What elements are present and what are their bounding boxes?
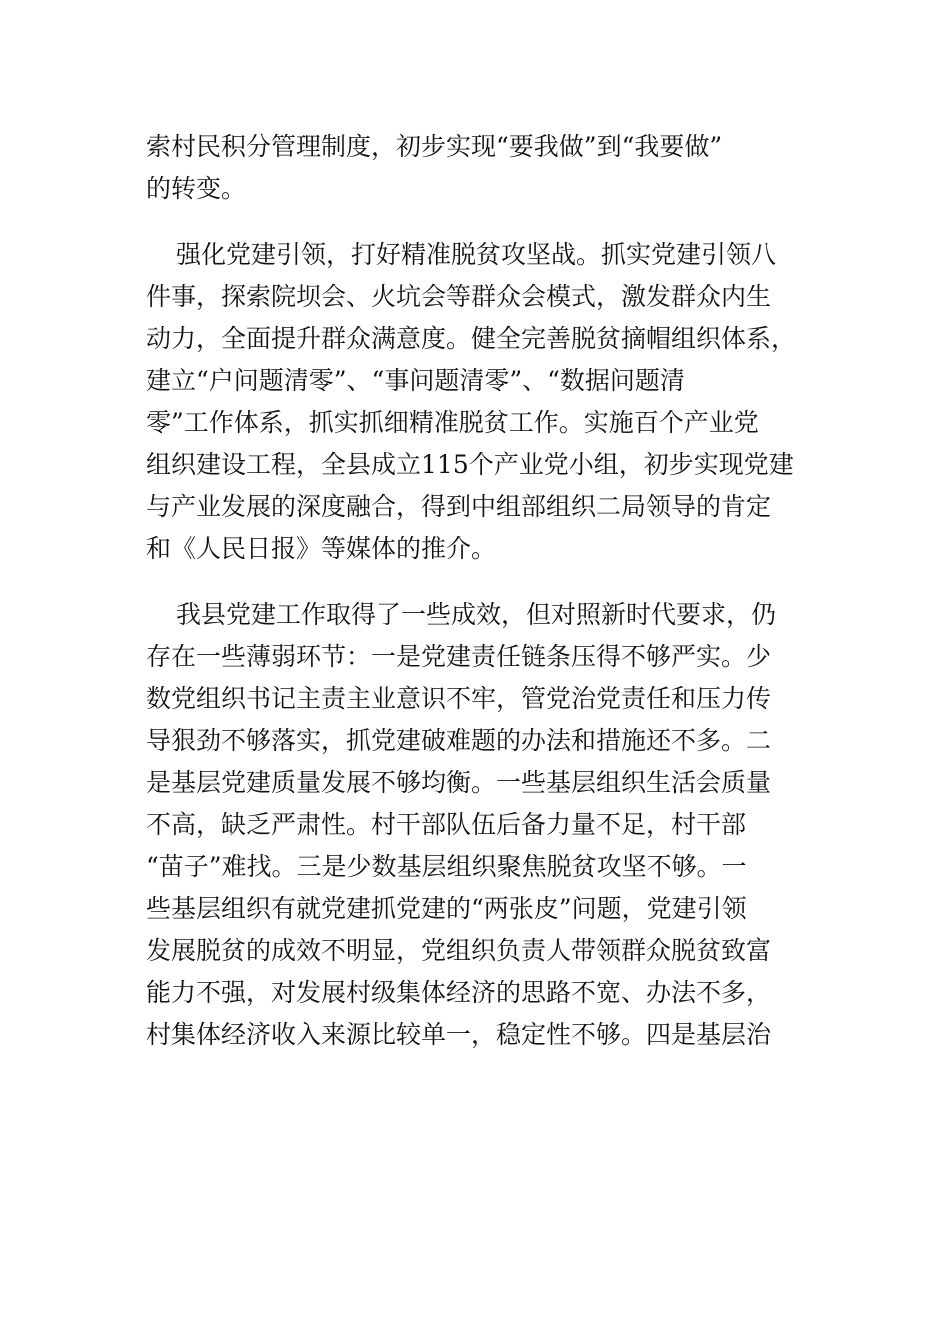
text-line: 和《人民日报》等媒体的推介。 — [146, 534, 497, 563]
text-line: 导狠劲不够落实，抓党建破难题的办法和措施还不多。二 — [146, 726, 772, 755]
text-line: 发展脱贫的成效不明显，党组织负责人带领群众脱贫致富 — [146, 936, 772, 965]
text-line: 不高，缺乏严肃性。村干部队伍后备力量不足，村干部 — [146, 810, 747, 839]
text-line: 能力不强，对发展村级集体经济的思路不宽、办法不多， — [146, 978, 772, 1007]
text-line: 村集体经济收入来源比较单一，稳定性不够。四是基层治 — [146, 1020, 772, 1049]
text-line: 我县党建工作取得了一些成效，但对照新时代要求，仍 — [176, 600, 777, 629]
text-line: 强化党建引领，打好精准脱贫攻坚战。抓实党建引领八 — [176, 240, 777, 269]
paragraph-1 — [146, 126, 810, 210]
text-line: 零”工作体系，抓实抓细精准脱贫工作。实施百个产业党 — [146, 408, 759, 437]
text-line: 建立“户问题清零”、“事问题清零”、“数据问题清 — [146, 366, 685, 395]
text-line: 的转变。 — [146, 174, 247, 203]
text-line: 索村民积分管理制度，初步实现“要我做”到“我要做” — [146, 132, 723, 161]
text-line: 与产业发展的深度融合，得到中组部组织二局领导的肯定 — [146, 492, 772, 521]
text-line: 数党组织书记主责主业意识不牢，管党治党责任和压力传 — [146, 684, 772, 713]
text-line: 存在一些薄弱环节：一是党建责任链条压得不够严实。少 — [146, 642, 772, 671]
text-line: 动力，全面提升群众满意度。健全完善脱贫摘帽组织体系， — [146, 324, 797, 353]
text-line: 件事，探索院坝会、火坑会等群众会模式，激发群众内生 — [146, 282, 772, 311]
text-line: “苗子”难找。三是少数基层组织聚焦脱贫攻坚不够。一 — [146, 852, 747, 881]
paragraph-3 — [146, 594, 810, 1056]
text-line: 些基层组织有就党建抓党建的“两张皮”问题，党建引领 — [146, 894, 747, 923]
document-body — [146, 126, 810, 1056]
text-line: 是基层党建质量发展不够均衡。一些基层组织生活会质量 — [146, 768, 772, 797]
paragraph-2 — [146, 234, 810, 570]
text-line: 组织建设工程，全县成立115个产业党小组，初步实现党建 — [146, 450, 794, 479]
